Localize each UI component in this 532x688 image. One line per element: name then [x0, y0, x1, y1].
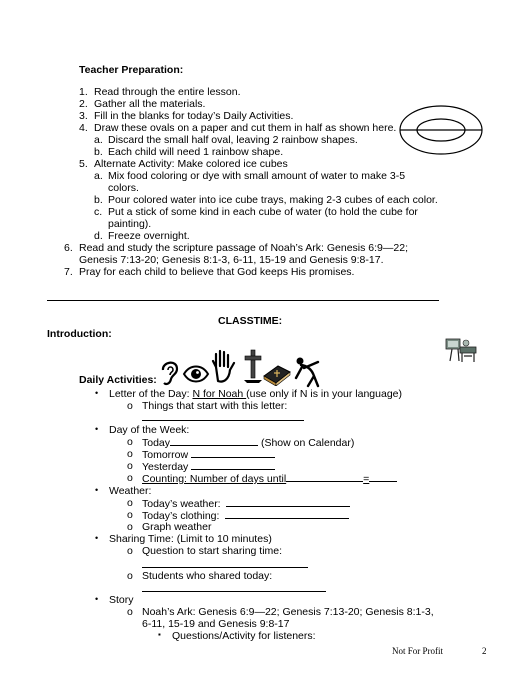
- teacher-prep-heading: Teacher Preparation:: [79, 64, 184, 76]
- graph-weather-label: Graph weather: [142, 521, 212, 533]
- sub-bullet-circle: o: [127, 472, 133, 484]
- bullet-dot: •: [95, 424, 99, 434]
- sub-bullet-circle: o: [127, 545, 133, 557]
- cross-icon: [242, 348, 264, 384]
- prep-step-4a: Discard the small half oval, leaving 2 rainbow shapes.: [108, 134, 358, 146]
- things-with-letter-label: Things that start with this letter:: [142, 400, 288, 412]
- ear-icon: [158, 358, 182, 388]
- letter-of-day-note: (use only if N is in your language): [246, 388, 403, 400]
- prep-num-5: 5.: [79, 158, 88, 170]
- prep-step-5d: Freeze overnight.: [108, 230, 190, 242]
- today-note: (Show on Calendar): [258, 437, 355, 449]
- sub-bullet-circle: o: [127, 448, 133, 460]
- bullet-dot: •: [95, 485, 99, 495]
- sub-bullet-square: ▪: [158, 630, 161, 639]
- prep-step-5c-line1: Put a stick of some kind in each cube of water (to hold the cube for: [108, 206, 418, 218]
- hand-icon: [211, 349, 237, 383]
- prep-step-7: Pray for each child to believe that God keeps His promises.: [79, 266, 355, 278]
- introduction-heading: Introduction:: [47, 328, 112, 340]
- prep-num-6: 6.: [64, 242, 73, 254]
- prep-step-5b: Pour colored water into ice cube trays, making 2-3 cubes of each color.: [108, 194, 438, 206]
- letter-of-day: [109, 388, 402, 400]
- todays-weather-label: Today’s weather:: [142, 498, 221, 510]
- things-with-letter-blank[interactable]: [142, 411, 304, 421]
- person-stretching-icon: [292, 356, 322, 388]
- sub-bullet-circle: o: [127, 570, 133, 582]
- prep-step-5a-line1: Mix food coloring or dye with small amount of water to make 3-5: [108, 170, 406, 182]
- story-label: Story: [109, 594, 134, 606]
- prep-num-3: 3.: [79, 110, 88, 122]
- counting-blank[interactable]: [286, 472, 363, 482]
- prep-step-5: Alternate Activity: Make colored ice cubes: [94, 158, 288, 170]
- prep-step-1: Read through the entire lesson.: [94, 86, 241, 98]
- counting-equals: =: [363, 473, 370, 485]
- sub-bullet-circle: o: [127, 436, 133, 448]
- prep-step-6-line1: Read and study the scripture passage of Noah’s Ark: Genesis 6:9—22;: [79, 242, 408, 254]
- tomorrow-blank[interactable]: [191, 448, 275, 458]
- students-shared-label: Students who shared today:: [142, 570, 273, 582]
- sub-bullet-circle: o: [127, 400, 133, 412]
- sharing-question-blank[interactable]: [142, 558, 308, 568]
- letter-of-day-label: Letter of the Day:: [109, 388, 193, 400]
- counting-label: Counting: Number of days until: [142, 473, 287, 485]
- prep-num-2: 2.: [79, 98, 88, 110]
- prep-sub-5a-letter: a.: [94, 170, 103, 182]
- bullet-dot: •: [95, 594, 99, 604]
- sub-bullet-circle: o: [127, 509, 133, 521]
- classtime-heading: CLASSTIME:: [218, 315, 283, 327]
- footer-not-for-profit: Not For Profit: [392, 646, 444, 656]
- section-divider: [47, 300, 439, 301]
- prep-sub-5d-letter: d.: [94, 230, 103, 242]
- prep-num-1: 1.: [79, 86, 88, 98]
- prep-sub-4b-letter: b.: [94, 146, 103, 158]
- sub-bullet-circle: o: [127, 460, 133, 472]
- counting-row: [142, 472, 397, 485]
- sub-bullet-circle: o: [127, 497, 133, 509]
- bible-icon: [262, 362, 292, 386]
- page-number: 2: [482, 646, 487, 656]
- questions-activity-label: Questions/Activity for listeners:: [172, 630, 316, 642]
- classroom-clipart-icon: [444, 334, 478, 364]
- prep-num-7: 7.: [64, 266, 73, 278]
- weather-label: Weather:: [109, 485, 152, 497]
- yesterday-blank[interactable]: [191, 460, 275, 470]
- todays-clothing-blank[interactable]: [225, 509, 349, 519]
- letter-of-day-value: N for Noah: [192, 388, 247, 400]
- prep-step-5c-line2: painting).: [108, 218, 152, 230]
- prep-sub-4a-letter: a.: [94, 134, 103, 146]
- sub-bullet-circle: o: [127, 521, 133, 533]
- prep-step-6-line2: Genesis 7:13-20; Genesis 8:1-3, 6-11, 15-19 and Genesis 9:8-17.: [79, 254, 384, 266]
- sharing-question-label: Question to start sharing time:: [142, 545, 283, 557]
- day-of-week-label: Day of the Week:: [109, 424, 190, 436]
- todays-weather-blank[interactable]: [226, 497, 350, 507]
- bullet-dot: •: [95, 388, 99, 398]
- bullet-dot: •: [95, 533, 99, 543]
- eye-icon: [182, 364, 210, 384]
- tomorrow-label: Tomorrow: [142, 449, 189, 461]
- prep-sub-5c-letter: c.: [94, 206, 103, 218]
- prep-step-3: Fill in the blanks for today’s Daily Activities.: [94, 110, 294, 122]
- story-scripture-line1: Noah’s Ark: Genesis 6:9—22; Genesis 7:13-20; Genesis 8:1-3,: [142, 606, 434, 618]
- today-label: Today: [142, 437, 171, 449]
- prep-step-4b: Each child will need 1 rainbow shape.: [108, 146, 284, 158]
- yesterday-label: Yesterday: [142, 461, 189, 473]
- prep-sub-5b-letter: b.: [94, 194, 103, 206]
- students-shared-blank[interactable]: [142, 582, 326, 592]
- prep-step-2: Gather all the materials.: [94, 98, 206, 110]
- sharing-time-label: Sharing Time: (Limit to 10 minutes): [109, 533, 272, 545]
- prep-step-5a-line2: colors.: [108, 182, 139, 194]
- prep-step-4: Draw these ovals on a paper and cut them in half as shown here.: [94, 122, 397, 134]
- rainbow-ovals-diagram: [398, 104, 484, 156]
- todays-clothing-label: Today’s clothing:: [142, 510, 220, 522]
- daily-activities-heading: Daily Activities:: [79, 374, 157, 386]
- story-scripture-line2: 6-11, 15-19 and Genesis 9:8-17: [142, 618, 290, 630]
- today-blank[interactable]: [170, 436, 258, 446]
- sub-bullet-circle: o: [127, 606, 133, 618]
- prep-num-4: 4.: [79, 122, 88, 134]
- counting-total-blank[interactable]: [369, 472, 397, 482]
